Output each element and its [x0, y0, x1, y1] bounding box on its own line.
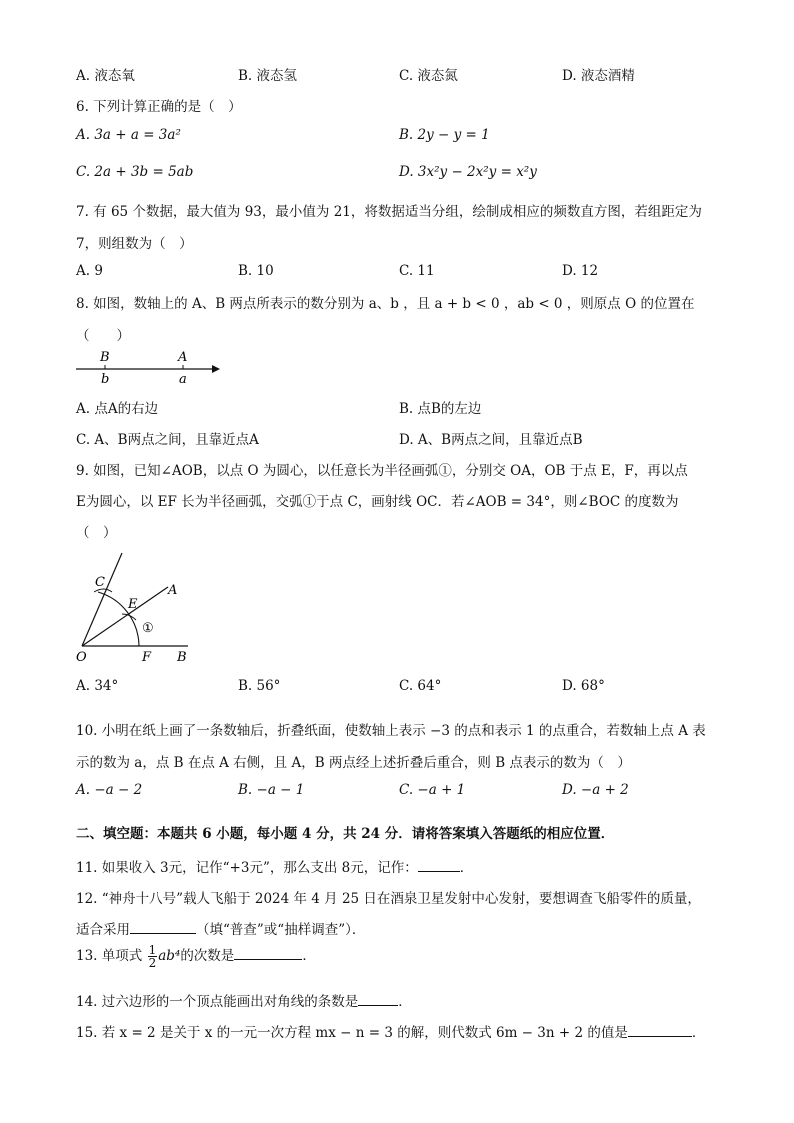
q12-answer-blank[interactable] — [130, 921, 196, 934]
q9-option-c: C. 64° — [399, 678, 442, 694]
q11-answer-blank[interactable] — [418, 859, 460, 872]
q8-option-b: B. 点B的左边 — [399, 401, 482, 417]
q12-end: （填“普查”或“抽样调查”）． — [196, 922, 366, 938]
label-upper-a: A — [178, 350, 188, 365]
q10-option-b: B. −a − 1 — [238, 782, 305, 798]
q10-option-d: D. −a + 2 — [562, 782, 629, 798]
label-f: F — [142, 650, 152, 665]
q7-option-c: C. 11 — [399, 263, 435, 279]
label-upper-b: B — [100, 350, 110, 365]
q5-option-c: C. 液态氮 — [399, 68, 458, 84]
q12-text: 适合采用 — [76, 922, 130, 938]
q9-stem-line2: E为圆心，以 EF 长为半径画弧，交弧①于点 C，画射线 OC．若∠AOB = 34°，则∠BOC 的度数为 — [76, 494, 679, 510]
q12-line2 — [76, 918, 365, 938]
q7-stem-line2: 7，则组数为（ ） — [76, 236, 193, 252]
label-c: C — [95, 575, 105, 590]
q6-option-a: A. 3a + a = 3a² — [76, 127, 181, 143]
q13-fraction — [148, 944, 158, 969]
label-e: E — [128, 597, 138, 612]
q14-text: 14. 过六边形的一个顶点能画出对角线的条数是 — [76, 994, 359, 1010]
q8-option-a: A. 点A的右边 — [76, 401, 159, 417]
q8-stem-line1: 8. 如图，数轴上的 A、B 两点所表示的数分别为 a、b ，且 a + b < 0 ，ab < 0 ，则原点 O 的位置在 — [76, 296, 695, 312]
label-a: A — [168, 583, 178, 598]
q6-option-d: D. 3x²y − 2x²y = x²y — [399, 164, 537, 180]
arrow-head-icon — [212, 365, 220, 373]
q5-option-b: B. 液态氢 — [238, 68, 298, 84]
label-o: O — [76, 650, 87, 665]
q8-option-c: C. A、B两点之间，且靠近点A — [76, 432, 259, 448]
q13-frac-num: 1 — [148, 943, 157, 957]
q11-end: ． — [459, 860, 474, 876]
q15-answer-blank[interactable] — [628, 1024, 692, 1037]
q13-frac-den: 2 — [148, 956, 157, 970]
q14-answer-blank[interactable] — [358, 993, 398, 1006]
q9-option-b: B. 56° — [238, 678, 281, 694]
q13-answer-blank[interactable] — [234, 947, 302, 960]
q13 — [76, 944, 316, 969]
q10-stem-line1: 10. 小明在纸上画了一条数轴后，折叠纸面，使数轴上表示 −3 的点和表示 1 的点重合，若数轴上点 A 表 — [76, 723, 706, 739]
q11-text: 11. 如果收入 3元，记作“+3元”，那么支出 8元，记作： — [76, 860, 418, 876]
q9-option-a: A. 34° — [76, 678, 119, 694]
q7-stem-line1: 7. 有 65 个数据，最大值为 93，最小值为 21，将数据适当分组，绘制成相应的频数直方图，若组距定为 — [76, 204, 702, 220]
q11 — [76, 856, 473, 876]
q7-option-b: B. 10 — [238, 263, 274, 279]
q9-angle-figure — [70, 548, 200, 668]
q7-option-d: D. 12 — [562, 263, 599, 279]
q8-number-line-figure — [70, 345, 230, 390]
label-b: B — [177, 650, 187, 665]
q13-expression: ab⁴ — [158, 948, 181, 964]
q13-text: 13. 单项式 — [76, 948, 143, 964]
q6-stem: 6. 下列计算正确的是（ ） — [76, 99, 242, 115]
q9-stem-line3: （ ） — [76, 525, 117, 541]
q5-option-d: D. 液态酒精 — [562, 68, 635, 84]
label-lower-b: b — [101, 372, 110, 387]
q9-stem-line1: 9. 如图，已知∠AOB，以点 O 为圆心，以任意长为半径画弧①，分别交 OA，OB 于点 E，F，再以点 — [76, 463, 688, 479]
label-lower-a: a — [179, 372, 187, 387]
q9-option-d: D. 68° — [562, 678, 605, 694]
q15-end: ． — [691, 1025, 706, 1041]
q15 — [76, 1021, 705, 1041]
q6-option-b: B. 2y − y = 1 — [399, 127, 490, 143]
q5-option-a: A. 液态氧 — [76, 68, 135, 84]
q8-stem-line2: （ ） — [76, 328, 130, 344]
q14 — [76, 990, 412, 1010]
q10-stem-line2: 示的数为 a，点 B 在点 A 右侧，且 A，B 两点经上述折叠后重合，则 B 点表示的数为（ ） — [76, 755, 631, 771]
q13-end: ． — [302, 948, 316, 964]
q10-option-a: A. −a − 2 — [76, 782, 143, 798]
q15-text: 15. 若 x = 2 是关于 x 的一元一次方程 mx − n = 3 的解，则代数式 6m − 3n + 2 的值是 — [76, 1025, 628, 1041]
q10-option-c: C. −a + 1 — [399, 782, 466, 798]
q12-line1: 12. “神舟十八号”载人飞船于 2024 年 4 月 25 日在酒泉卫星发射中心发射，要想调查飞船零件的质量， — [76, 891, 701, 907]
q8-option-d: D. A、B两点之间，且靠近点B — [399, 432, 583, 448]
section-2-heading: 二、填空题：本题共 6 小题，每小题 4 分，共 24 分．请将答案填入答题纸的相应位置． — [76, 826, 615, 842]
q6-option-c: C. 2a + 3b = 5ab — [76, 164, 194, 180]
label-circle-1: ① — [142, 621, 154, 636]
q13-text2: 的次数是 — [180, 948, 235, 964]
q14-end: ． — [398, 994, 412, 1010]
q7-option-a: A. 9 — [76, 263, 103, 279]
